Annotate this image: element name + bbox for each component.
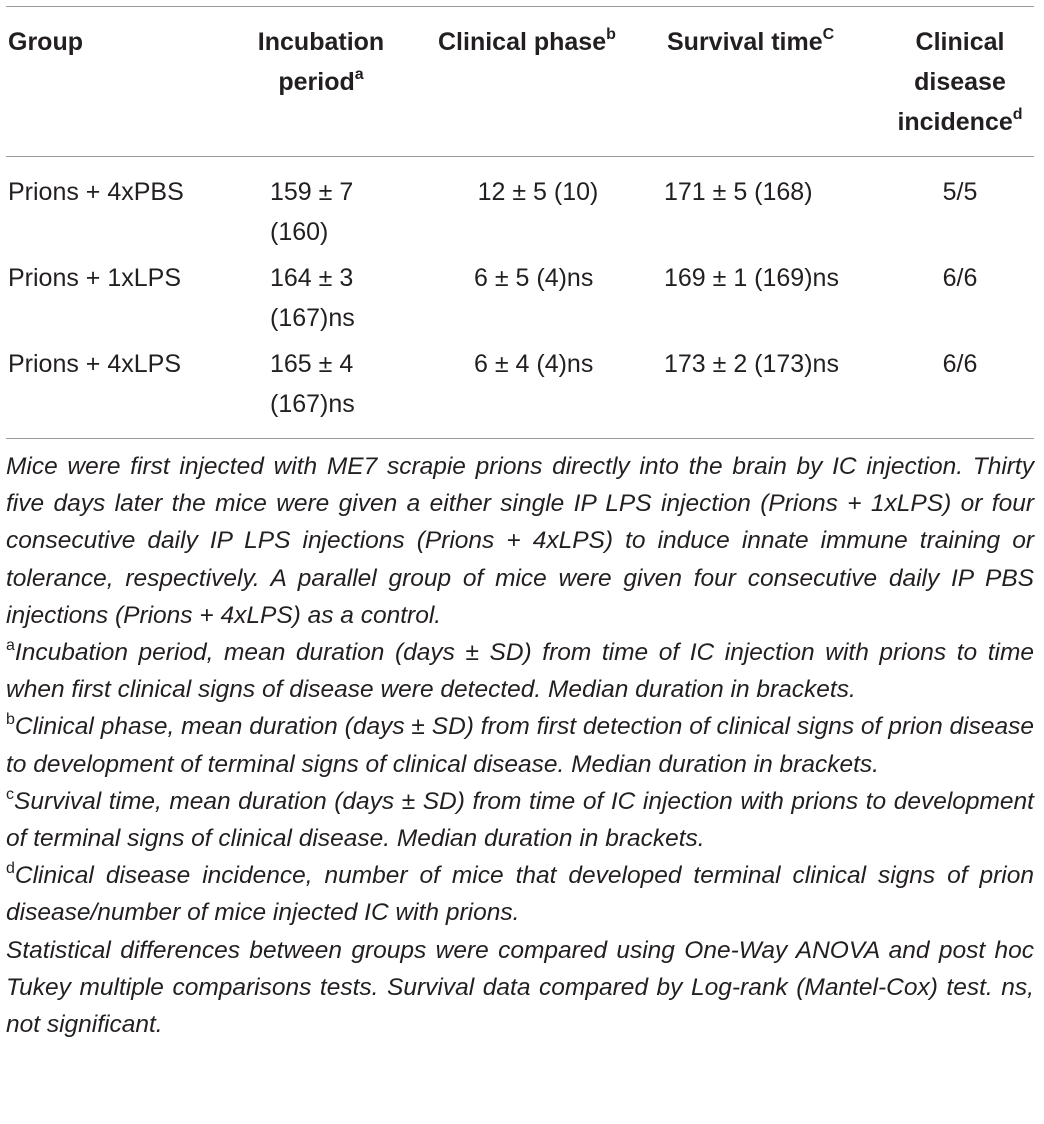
row1-incubation-median: (160) — [270, 218, 329, 246]
header-survival-text: Survival time — [667, 28, 823, 56]
row1-incidence: 5/5 — [942, 178, 978, 206]
header-incidence-line1: Clinical — [915, 28, 1005, 56]
header-incidence-line3 — [878, 102, 1042, 142]
header-group — [8, 22, 83, 62]
footnote-a-mark: a — [6, 637, 15, 655]
header-incidence — [878, 22, 1042, 142]
row3-survival: 173 ± 2 (173)ns — [664, 350, 839, 378]
row3-incidence: 6/6 — [942, 350, 978, 378]
row2-incubation — [270, 258, 355, 338]
table-top-rule — [6, 6, 1034, 7]
footnote-a — [6, 634, 1034, 708]
header-incubation — [236, 22, 406, 102]
footnote-c-text: Survival time, mean duration (days ± SD) from time of IC injection with prions to development of terminal signs of clinical disease. Median duration in brackets. — [6, 787, 1034, 853]
header-incidence-line3-text: incidence — [897, 108, 1013, 136]
footnote-mark-d: d — [1012, 106, 1023, 123]
row3-incubation — [270, 344, 355, 424]
notes-intro: Mice were first injected with ME7 scrapie prions directly into the brain by IC injection. Thirty five days later the mice were given a either single IP LPS injection (Prions + 1xLPS) or four consecutive daily IP LPS injections (Prions + 4xLPS) to induce innate immune training or tolerance, respectively. A parallel group of mice were given four consecutive daily IP PBS injections (Prions + 4xLPS) as a control. — [6, 453, 1034, 629]
header-group-label: Group — [8, 28, 83, 56]
header-incubation-line1: Incubation — [257, 28, 385, 56]
footnote-c-mark: c — [6, 785, 14, 803]
row1-group: Prions + 4xPBS — [8, 178, 184, 206]
footnote-mark-b: b — [606, 26, 616, 43]
table-bottom-rule — [6, 438, 1034, 439]
footnote-mark-a: a — [354, 66, 364, 83]
row2-clinical-phase: 6 ± 5 (4)ns — [474, 264, 594, 292]
row2-incidence: 6/6 — [942, 264, 978, 292]
footnote-b-text: Clinical phase, mean duration (days ± SD) from first detection of clinical signs of prion disease to development of terminal signs of clinical disease. Median duration in brackets. — [6, 713, 1034, 778]
row3-group: Prions + 4xLPS — [8, 350, 182, 378]
footnote-d — [6, 857, 1034, 931]
header-clinical-phase-text: Clinical phase — [438, 28, 607, 56]
row1-incubation — [236, 172, 406, 252]
row1-incubation-mean: 159 ± 7 — [270, 178, 354, 206]
notes-stats: Statistical differences between groups were compared using One-Way ANOVA and post hoc Tukey multiple comparisons tests. Survival data compared by Log-rank (Mantel-Cox) test. ns, not significant. — [6, 936, 1034, 1039]
header-bottom-rule — [6, 156, 1034, 157]
header-survival-time — [667, 22, 834, 62]
row2-group: Prions + 1xLPS — [8, 264, 182, 292]
row2-survival: 169 ± 1 (169)ns — [664, 264, 839, 292]
row3-incubation-median: (167)ns — [270, 390, 355, 418]
row3-clinical-phase: 6 ± 4 (4)ns — [474, 350, 594, 378]
footnote-d-mark: d — [6, 860, 15, 878]
row1-survival: 171 ± 5 (168) — [664, 178, 813, 206]
header-incubation-line2 — [236, 62, 406, 102]
row1-clinical-phase: 12 ± 5 (10) — [477, 178, 599, 206]
footnote-d-text: Clinical disease incidence, number of mice that developed terminal clinical signs of prion disease/number of mice injected IC with prions. — [6, 862, 1034, 927]
footnote-mark-c: C — [822, 26, 835, 43]
footnote-b — [6, 708, 1034, 782]
header-incubation-line2-text: period — [278, 68, 355, 96]
header-clinical-phase — [438, 22, 616, 62]
table-notes — [6, 448, 1034, 1043]
footnote-a-text: Incubation period, mean duration (days ± SD) from time of IC injection with prions to time when first clinical signs of disease were detected. Median duration in brackets. — [6, 639, 1034, 704]
row2-incubation-mean: 164 ± 3 — [270, 264, 354, 292]
footnote-c — [6, 783, 1034, 857]
row3-incubation-mean: 165 ± 4 — [270, 350, 354, 378]
row2-incubation-median: (167)ns — [270, 304, 355, 332]
header-incidence-line2: disease — [914, 68, 1006, 96]
footnote-b-mark: b — [6, 711, 15, 729]
